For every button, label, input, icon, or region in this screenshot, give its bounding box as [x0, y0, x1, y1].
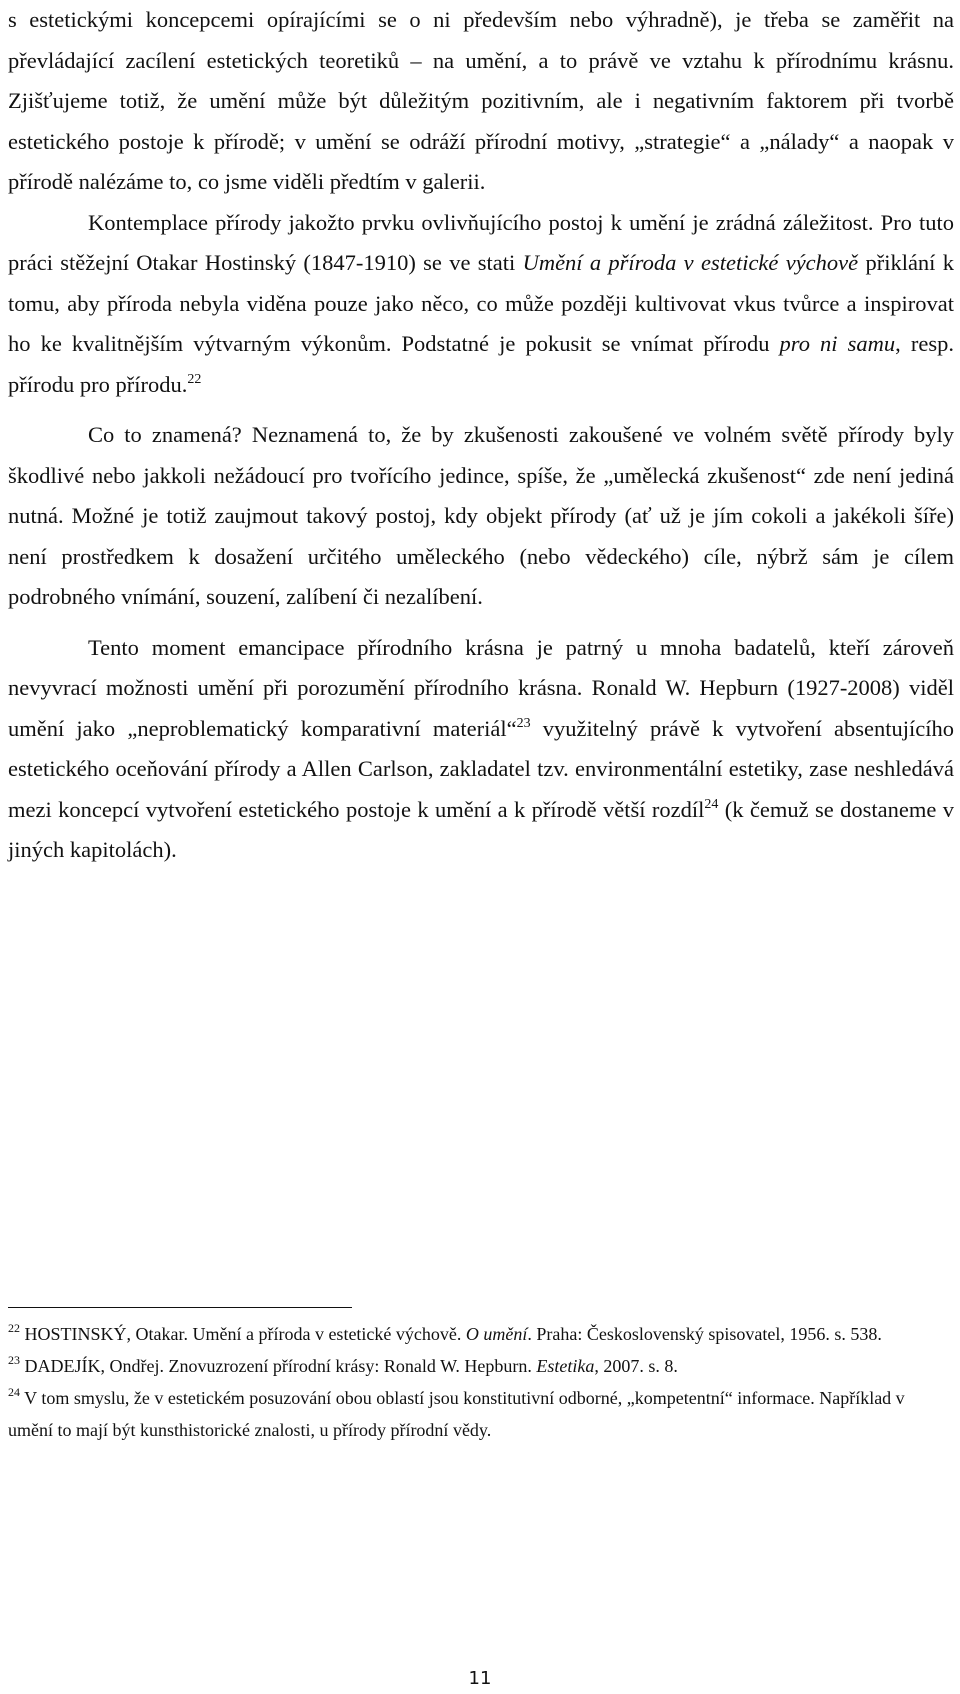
paragraph-continuation — [8, 0, 954, 203]
italic-text: Estetika — [536, 1356, 595, 1376]
text-run: využitelný právě k vytvoření absentujícího estetického oceňování přírody a Allen Carlson, zakladatel tzv. environmentální estetiky, zase neshledává mezi koncepcí vytvoření estetického postoje k umění a k přírodě větší rozdíl — [8, 715, 954, 822]
footnotes — [8, 1318, 908, 1446]
text-run: (k čemuž se dostaneme v jiných kapitolách). — [8, 796, 955, 862]
footnote-marker: 23 — [516, 715, 531, 731]
italic-text: O umění — [465, 1324, 528, 1344]
text-run: DADEJÍK, Ondřej. Znovuzrození přírodní krásy: Ronald W. Hepburn. — [20, 1356, 537, 1376]
footnote-22 — [8, 1318, 908, 1350]
footnote-23 — [8, 1350, 908, 1382]
text-run: HOSTINSKÝ, Otakar. Umění a příroda v estetické výchově. — [20, 1324, 466, 1344]
paragraph-meaning — [8, 415, 954, 618]
footnote-marker: 24 — [704, 796, 719, 812]
text-run: Kontemplace přírody jakožto prvku ovlivňujícího postoj k umění je zrádná záležitost. Pro tuto práci stěžejní Otakar Hostinský (1847-1910) se ve stati — [8, 209, 954, 275]
footnote-24 — [8, 1382, 908, 1446]
text-run: V tom smyslu, že v estetickém posuzování obou oblastí jsou konstitutivní odborné, „kompetentní“ informace. Například v umění to mají být kunsthistorické znalosti, u přírody přírodní vědy. — [8, 1388, 905, 1440]
italic-text: pro ni samu — [779, 331, 896, 356]
footnote-marker: 24 — [8, 1385, 20, 1399]
text-run: , 2007. s. 8. — [594, 1356, 678, 1376]
paragraph-emancipation — [8, 628, 954, 871]
text-run: . Praha: Československý spisovatel, 1956. s. 538. — [527, 1324, 882, 1344]
text-run: Co to znamená? Neznamená to, že by zkušenosti zakoušené ve volném světě přírody byly škodlivé nebo jakkoli nežádoucí pro tvořícího jedince, spíše, že „umělecká zkušenost“ zde není jediná nutná. Možné je totiž zaujmout takový postoj, kdy objekt přírody (ať už je jím cokoli a jakékoli šíře) není prostředkem k dosažení určitého uměleckého (nebo vědeckého) cíle, nýbrž sám je cílem podrobného vnímání, souzení, zalíbení či nezalíbení. — [8, 422, 954, 609]
footnote-marker: 23 — [8, 1353, 20, 1367]
footnote-marker: 22 — [8, 1321, 20, 1335]
page-number: 11 — [468, 1668, 492, 1689]
paragraph-contemplation — [8, 203, 954, 406]
text-run: Tento moment emancipace přírodního krásna je patrný u mnoha badatelů, kteří zároveň nevyvrací možnosti umění při porozumění přírodního krásna. Ronald W. Hepburn (1927-2008) viděl umění jako „neproblematický komparativní materiál“ — [8, 634, 954, 741]
footnote-marker: 22 — [187, 371, 202, 387]
footnote-separator — [8, 1307, 352, 1308]
body-text — [8, 0, 954, 871]
italic-text: Umění a příroda v estetické výchově — [522, 250, 859, 275]
text-run: , resp. přírodu pro přírodu. — [8, 331, 954, 397]
document-page — [8, 0, 954, 871]
text-run: přiklání k tomu, aby příroda nebyla viděna pouze jako něco, co může později kultivovat vkus tvůrce a inspirovat ho ke kvalitnějším výtvarným výkonům. Podstatné je pokusit se vnímat přírodu — [8, 250, 954, 356]
text-run: s estetickými koncepcemi opírajícími se o ni především nebo výhradně), je třeba se zaměřit na převládající zacílení estetických teoretiků – na umění, a to právě ve vztahu k přírodnímu krásnu. Zjišťujeme totiž, že umění může být důležitým pozitivním, ale i negativním faktorem při tvorbě estetického postoje k přírodě; v umění se odráží přírodní motivy, „strategie“ a „nálady“ a naopak v přírodě nalézáme to, co jsme viděli předtím v galerii. — [8, 7, 954, 194]
